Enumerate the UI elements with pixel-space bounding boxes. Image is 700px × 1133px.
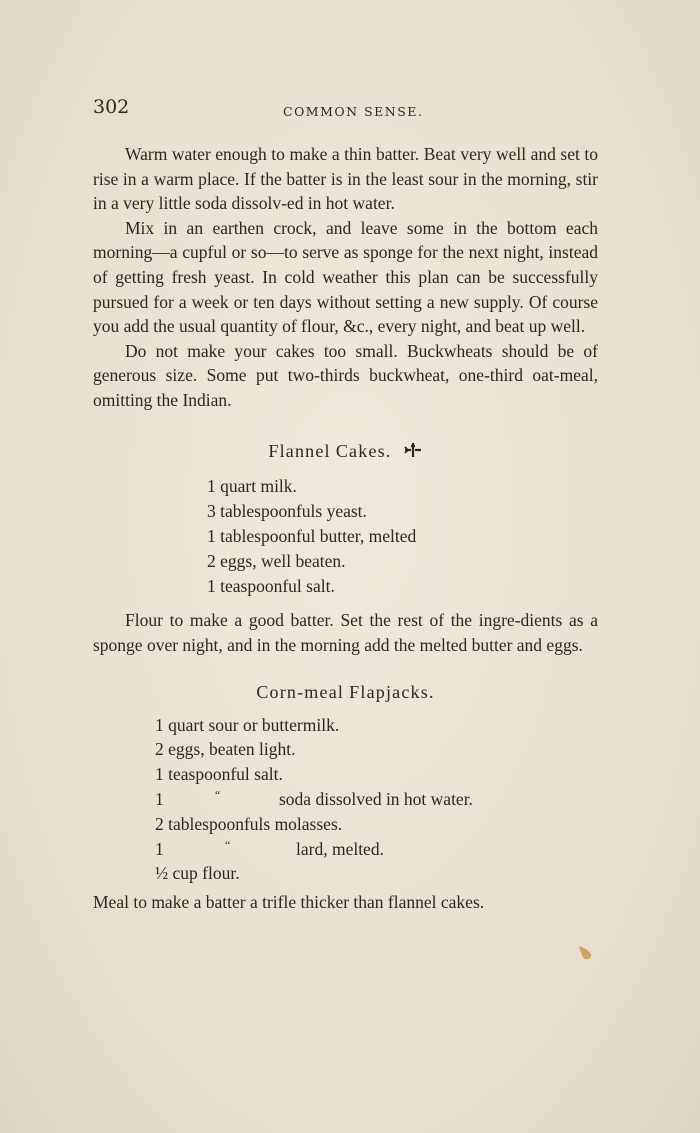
ingredient-qty: 1 [155,789,164,810]
page-number: 302 [93,96,130,118]
running-head: COMMON SENSE. [283,104,424,119]
ingredient-item: 1 tablespoonful butter, melted [207,526,417,547]
ingredient-item: 1 teaspoonful salt. [155,764,283,785]
ingredient-qty: 1 [155,838,164,859]
ingredient-list-flannel-cakes [93,474,598,598]
cross-icon [403,441,423,464]
ingredient-item: 1 quart milk. [207,476,297,497]
paragraph-batter: Warm water enough to make a thin batter. Beat very well and set to rise in a warm place. If the batter is in the least sour in the morning, stir in a very little soda dissolv-ed in hot water. [93,144,598,214]
ingredient-item: 2 eggs, beaten light. [155,739,296,760]
ingredient-text: lard, melted. [296,838,384,859]
directions-flapjacks: Meal to make a batter a trifle thicker than flannel cakes. [93,892,485,913]
ink-stain-icon [576,944,594,962]
paragraph-crock: Mix in an earthen crock, and leave some in the bottom each morning—a cupful or so—to serve as sponge for the next night, instead of getting fresh yeast. In cold weather this plan can be successfully pursued for a week or ten days without setting a new supply. Of course you add the usual quantity of flour, &c., every night, and beat up well. [93,217,598,337]
ingredient-list-flapjacks [93,713,598,887]
page-header [93,96,603,120]
ditto-mark: “ [225,837,231,852]
directions-flannel-cakes: Flour to make a good batter. Set the rest of the ingre-dients as a sponge over night, and in the morning add the melted butter and eggs. [93,610,598,656]
ingredient-item [155,787,598,812]
ingredient-item: 3 tablespoonfuls yeast. [207,501,367,522]
ingredient-text: soda dissolved in hot water. [279,789,473,810]
page-body [93,142,598,915]
ingredient-item: 1 quart sour or buttermilk. [155,714,340,735]
recipe-title-corn-meal-flapjacks: Corn-meal Flapjacks. [256,681,435,702]
paragraph-cake-size: Do not make your cakes too small. Buckwheats should be of generous size. Some put two-thirds buckwheat, one-third oat-meal, omitting the Indian. [93,340,598,410]
ingredient-item: 2 eggs, well beaten. [207,550,346,571]
ingredient-item [155,837,598,862]
ingredient-item: 1 teaspoonful salt. [207,575,335,596]
ingredient-item: ½ cup flour. [155,863,240,884]
ingredient-item: 2 tablespoonfuls molasses. [155,813,343,834]
ditto-mark: “ [215,788,221,803]
recipe-title-flannel-cakes: Flannel Cakes. [93,441,598,465]
